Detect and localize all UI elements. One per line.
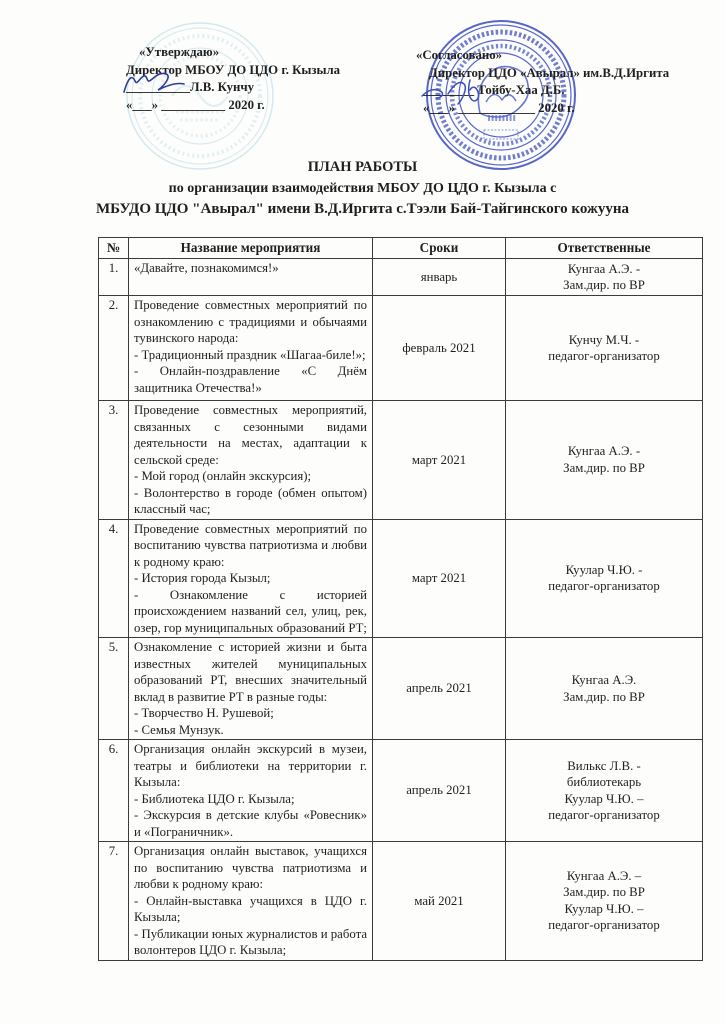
event-name-line: - Онлайн-выставка учащихся в ЦДО г. Кызыла;: [134, 893, 367, 924]
responsible-cell: [506, 519, 703, 638]
event-name-line: Проведение совместных мероприятий по воспитанию чувства патриотизма и любви к родному краю:: [134, 521, 367, 569]
header-responsible: Ответственные: [506, 238, 703, 259]
responsible-cell: [506, 259, 703, 296]
event-name-cell: [129, 401, 373, 520]
table-header-row: [99, 238, 703, 259]
responsible-line: педагог-организатор: [548, 918, 660, 933]
approval-left-date-line: «___» __________ 2020 г.: [126, 97, 265, 112]
responsible-line: педагог-организатор: [548, 808, 660, 822]
responsible-line: Куулар Ч.Ю. –: [564, 791, 644, 806]
table-row: [99, 296, 703, 401]
approval-right-signature-line: ________ Тойбу-Хаа Д.Б.: [423, 83, 565, 97]
responsible-line: Кунчу М.Ч. -: [568, 332, 640, 347]
term-cell: январь: [373, 259, 506, 296]
event-name-line: - Публикации юных журналистов и работа волонтеров ЦДО г. Кызыла;: [134, 926, 367, 957]
row-number-cell: 3.: [99, 401, 129, 520]
header-terms: Сроки: [373, 238, 506, 259]
responsible-line: Кунгаа А.Э. -: [567, 444, 641, 459]
header-number: №: [99, 238, 129, 259]
table-row: [99, 519, 703, 638]
responsible-line: педагог-организатор: [548, 349, 660, 363]
row-number-cell: 2.: [99, 296, 129, 401]
responsible-cell: [506, 401, 703, 520]
row-number-cell: 7.: [99, 842, 129, 961]
row-number-cell: 1.: [99, 259, 129, 296]
event-name-line: - Волонтерство в городе (обмен опытом) классный час;: [134, 485, 367, 516]
event-name-line: Проведение совместных мероприятий, связанных с сезонными видами деятельности на местах, адаптации к сельской среде:: [134, 403, 367, 467]
approval-block-right: [416, 47, 669, 117]
document-title: [0, 157, 725, 220]
term-cell: февраль 2021: [373, 296, 506, 401]
table-row: [99, 638, 703, 740]
table-row: [99, 401, 703, 520]
event-name-line: - Ознакомление с историей происхождением названий сел, улиц, рек, озер, гор муниципальных образований РТ;: [134, 587, 367, 635]
work-plan-table: [98, 237, 703, 961]
responsible-line: Кунгаа А.Э.: [571, 673, 637, 687]
event-name-cell: [129, 259, 373, 296]
responsible-line: Куулар Ч.Ю. -: [565, 562, 643, 577]
term-cell: апрель 2021: [373, 638, 506, 740]
approval-left-director: Директор МБОУ ДО ЦДО г. Кызыла: [126, 62, 341, 77]
term-cell: март 2021: [373, 401, 506, 520]
event-name-line: - Традиционный праздник «Шагаа-биле!»;: [134, 347, 366, 362]
event-name-cell: [129, 519, 373, 638]
table-row: [99, 259, 703, 296]
event-name-line: - Семья Мунзук.: [134, 722, 224, 737]
responsible-line: Зам.дир. по ВР: [563, 460, 645, 475]
table-row: [99, 740, 703, 842]
approval-block-left: [126, 44, 340, 114]
responsible-cell: [506, 842, 703, 961]
responsible-cell: [506, 638, 703, 740]
event-name-line: Организация онлайн выставок, учащихся по воспитанию чувства патриотизма и любви к родному краю:: [134, 844, 367, 891]
approval-left-signature-line: __________Л.В. Кунчу: [126, 80, 254, 94]
event-name-line: - Онлайн-поздравление «С Днём защитника Отечества!»: [134, 364, 367, 395]
event-name-line: Ознакомление с историей жизни и быта известных жителей муниципальных образований РТ, внесших значительный вклад в развитие РТ в разные годы:: [134, 640, 367, 704]
responsible-line: Куулар Ч.Ю. –: [564, 901, 644, 916]
responsible-line: Зам.дир. по ВР: [563, 885, 645, 900]
event-name-line: - Мой город (онлайн экскурсия);: [134, 469, 312, 483]
plan-table-body: [99, 259, 703, 961]
responsible-line: Зам.дир. по ВР: [563, 689, 645, 704]
term-cell: май 2021: [373, 842, 506, 961]
approval-right-date-line: «___» ____________ 2020 г.: [423, 100, 575, 115]
row-number-cell: 4.: [99, 519, 129, 638]
title-line-1: ПЛАН РАБОТЫ: [307, 159, 418, 175]
event-name-cell: [129, 842, 373, 961]
approval-left-label: «Утверждаю»: [139, 45, 220, 59]
approval-right-director: Директор ЦДО «Авырал» им.В.Д.Иргита: [429, 65, 670, 80]
row-number-cell: 5.: [99, 638, 129, 740]
responsible-line: педагог-организатор: [548, 579, 660, 594]
event-name-line: - Экскурсия в детские клубы «Ровесник» и «Пограничник».: [134, 808, 367, 839]
term-cell: апрель 2021: [373, 740, 506, 842]
header-event-name: Название мероприятия: [129, 238, 373, 259]
event-name-line: Проведение совместных мероприятий по ознакомлению с традициями и обычаями тувинского народа:: [134, 298, 367, 345]
responsible-line: Вилькс Л.В. -: [567, 758, 641, 773]
responsible-line: Кунгаа А.Э. -: [567, 261, 641, 276]
event-name-cell: [129, 740, 373, 842]
event-name-line: - Творчество Н. Рушевой;: [134, 706, 274, 720]
event-name-line: - Библиотека ЦДО г. Кызыла;: [134, 791, 295, 806]
event-name-cell: [129, 296, 373, 401]
responsible-cell: [506, 296, 703, 401]
responsible-line: Зам.дир. по ВР: [563, 278, 645, 292]
title-line-2: по организации взаимодействия МБОУ ДО ЦДО г. Кызыла с: [168, 181, 557, 196]
responsible-line: Кунгаа А.Э. –: [566, 868, 642, 883]
event-name-cell: [129, 638, 373, 740]
table-row: [99, 842, 703, 961]
approval-right-label: «Согласовано»: [416, 48, 503, 62]
title-line-3: МБУДО ЦДО "Авырал" имени В.Д.Иргита с.Тээли Бай-Тайгинского кожууна: [96, 201, 629, 217]
event-name-line: - История города Кызыл;: [134, 571, 271, 585]
row-number-cell: 6.: [99, 740, 129, 842]
responsible-line: библиотекарь: [566, 775, 642, 789]
responsible-cell: [506, 740, 703, 842]
event-name-line: Организация онлайн экскурсий в музеи, театры и библиотеки на территории г. Кызыла:: [134, 742, 367, 789]
term-cell: март 2021: [373, 519, 506, 638]
event-name-line: «Давайте, познакомимся!»: [134, 261, 279, 275]
